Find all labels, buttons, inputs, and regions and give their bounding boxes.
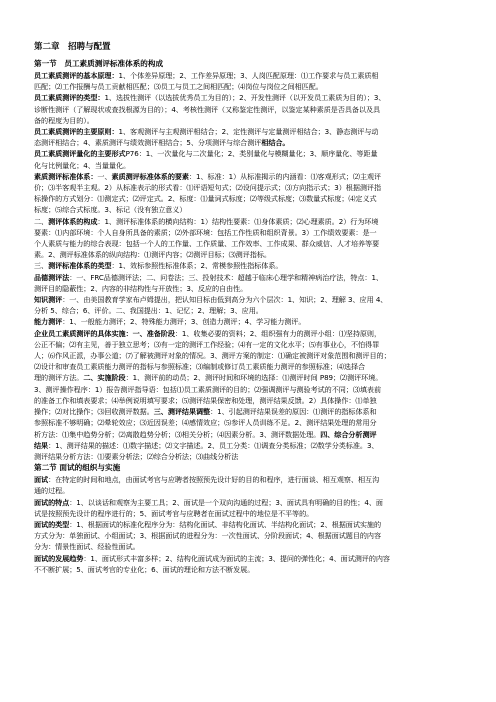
line-text: ：1、收集必要的资料；2、组织强有力的测评小组：⑴坚持原则， [174,328,382,338]
text-line [34,294,466,305]
bold-term: 知识测评 [34,295,63,305]
text-line [34,384,466,395]
line-text: ：1、引起测评结果误差的原因：⑴测评的指标体系和 [210,407,377,417]
text-line [34,137,466,148]
text-line [34,350,466,361]
text-line [34,104,466,115]
text-line [34,227,466,238]
text-line [34,238,466,249]
bold-term: 面试的特点 [34,497,70,507]
bold-term: 面试的发展趋势 [34,553,84,563]
line-text: ：1、面试形式丰富多样；2、结构化面试成为面试的主流；3、提问的弹性化；4、面试测评的内容 [83,553,390,563]
text-line [34,451,466,462]
bold-term: 四、综合分析测评 [320,429,377,439]
line-text: ：1、以谈话和观察为主要工具；2、面试是一个双向沟通的过程；3、面试具有明确的目的性；4、面 [69,497,383,507]
text-line [34,81,466,92]
line-text: 理的测评方法。 [34,373,84,383]
text-line [34,171,466,182]
body-text [34,70,466,575]
line-text: ：在特定的时间和地点，由面试考官与应聘者按照预先设计好的目的和程序，进行面谈、相互观察、相互沟 [48,475,380,485]
line-text: 标度；⑸综合式标度。3、标记（没有独立意义） [34,205,187,215]
text-line [34,417,466,428]
text-line [34,406,466,417]
line-text: 态测评相结合；4、素质测评与绩效测评相结合；5、分项测评与综合测评 [34,138,262,148]
bold-term: 员工素质测评的主要原则： [34,127,119,137]
line-text: ⑵设计和审查员工素质能力测评的指标与参照标准；⑶编制或修订员工素质能力测评的参照标准；⑷选择合 [34,362,366,372]
line-text: 诊断性测评（了解现状或查找根源为目的）；4、考核性测评（又称鉴定性测评，以鉴定某种素质是否具备以及具 [34,104,381,114]
line-text: 人；⑹作风正派，办事公道；⑺了解被测评对象的情况。3、测评方案的制定：⑴确定被测评对象范围和测评目的； [34,351,391,361]
line-text: 一、 [97,171,112,181]
text-line [34,508,466,519]
text-line [34,541,466,552]
line-text: 分为：情景性面试、经验性面试。 [34,542,140,552]
line-text: 要素：⑴内部环境：个人自身所具备的素质；⑵外部环境：包括工作性质和组织背景。3）工作绩效要素：是一 [34,227,377,237]
line-text: 析方法：⑴集中趋势分析；⑵离散趋势分析；⑶相关分析；⑷因素分析。3、测评数据处理。 [34,429,321,439]
line-text: 价；⑶半客观半主观。2）从标准表示的形式看：⑴评语短句式；⑵设问提示式；⑶方向指示式；3）根据测评指 [34,183,382,193]
line-text: ：1、一般能力测评；2、特殊能力测评；3、创造力测评；4、学习能力测评。 [62,317,306,327]
line-text: 公正不偏；⑵有主见，善于独立思考；⑶有一定的测评工作经验；⑷有一定的文化水平；⑸有事业心，不怕得罪 [34,339,380,349]
text-line [34,429,466,440]
text-line [34,160,466,171]
text-line [34,260,466,271]
bold-term: 测评体系的构成 [48,216,98,226]
line-text: 1、选拔性测评（以选拔优秀员工为目的）；2、开发性测评（以开发员工素质为目的）；3、 [104,93,386,103]
line-text: 个人素质与能力的综合表现：包括一个人的工作量、工作质量、工作效率、工作成果、群众威信、人才培养等要 [34,239,380,249]
line-text: 标操作的方式划分：⑴测定式；⑵评定式。2、标度：⑴量词式标度；⑵等级式标度；⑶数量式标度；⑷定义式 [34,194,377,204]
line-text: 分析 5、综合；6、评价。二、我国提出：1、记忆；2、理解；3、应用。 [34,306,263,316]
line-text: ：1、根据面试的标准化程序分为：结构化面试、非结构化面试、半结构化面试；2、根据面试实施的 [69,519,382,529]
bold-term: 企业员工素质测评的具体实施：一、准备阶段 [34,328,175,338]
bold-term: 素质测评标准体系的要素 [111,171,189,181]
bold-term: 面试的类型 [34,519,70,529]
text-line [34,305,466,316]
text-line [34,519,466,530]
text-line [34,126,466,137]
bold-term: 相结合。 [261,138,290,148]
bold-term: 二、实施阶段 [83,373,126,383]
line-text: 二、 [34,216,49,226]
text-line [34,249,466,260]
text-line [34,115,466,126]
line-text: 1、个体差异原理；2、工作差异原理；3、人岗匹配原理：⑴工作要求与员工素质相 [118,71,379,80]
chapter-title: 第二章 招聘与配置 [34,42,111,52]
text-line [34,328,466,339]
text-line [34,339,466,350]
text-line [34,553,466,564]
text-line [34,530,466,541]
line-text: ：1、测评结果的描述：⑴数字描述；⑵文字描述。2、员工分类：⑴调查分类标准；⑵数学分类标准。3、 [48,440,379,450]
line-text: 通的过程。 [34,486,70,496]
text-line [34,148,466,159]
bold-term: 员工素质测评的类型： [34,93,105,103]
text-line [34,92,466,103]
text-line [34,182,466,193]
bold-term: 测评标准体系的类型 [48,261,112,271]
line-text: ：1、测评前的动员；2、测评时间和环境的选择：⑴测评时间 P89；⑵测评环境。 [125,373,383,383]
line-text: ：1、测评标准体系的横向结构：1）结构性要素：⑴身体素质；⑵心理素质。2）行为环境 [97,216,379,226]
line-text: 不不断扩展；5、面试考官的专业化；6、面试的理论和方法不断发展。 [34,564,255,574]
text-line [34,497,466,508]
text-line [34,216,466,227]
text-line [34,372,466,383]
line-text: 测评目的隐蔽性；2、内容的非结构性与开放性；3、反应的自由性。 [34,283,248,293]
line-text: 参照标准不够明确；⑵晕轮效应；⑶近因误差；⑷感情效应；⑸参评人员训练不足。2、测评结果处理的常用分 [34,418,377,428]
bold-term: 素质测评标准体系： [34,171,98,181]
text-line [34,283,466,294]
bold-term: 品德测评法 [34,272,70,282]
line-text: 的准备工作和填表要求；⑷举例说明填写要求；⑸测评结果保密和处理，测评结果反馈。2）具体操作：⑴单独 [34,395,377,405]
line-text: 测评结果分析方法：⑴要素分析法；⑵综合分析法；⑶曲线分析法 [34,451,239,461]
line-text: ：一、FRC品德测评法；二、问卷法；三、投射技术：超越于临床心理学和精神病治疗法，特点：1、 [69,272,383,282]
line-text: ：一、由美国教育学家布卢姆提出，把认知目标由低到高分为六个层次：1、知识；2、理解 3、应用 4、 [62,295,388,305]
text-line [34,485,466,496]
text-line [34,193,466,204]
text-line [34,395,466,406]
line-text: 三、 [34,261,49,271]
text-line [34,204,466,215]
bold-term: 面试 [34,475,49,485]
section-heading-1: 第一节 员工素质测评标准体系的构成 [34,59,164,68]
bold-term: 能力测评 [34,317,63,327]
bold-term: 员工素质测评的基本原理： [34,71,119,80]
line-text: 3、测评操作程序：1）报告测评指导语：包括⑴员工素质测评的目的；⑵强调测评与测验考试的不同；⑶填表前 [34,384,382,394]
section-heading-2: 第二节 面试的组织与实施 [34,463,121,473]
line-text: 备的程度为目的）。 [34,115,94,125]
document-body [34,40,466,575]
line-text: ：1、效标参照性标准体系；2、常模参照性指标体系。 [111,261,283,271]
text-line [34,272,466,283]
line-text: ：1、标准：1）从标准揭示的内涵看：⑴客观形式；⑵主观评 [188,171,382,181]
line-text: P76：1、一次量化与二次量化；2、类别量化与模糊量化；3、顺序量化、等距量 [125,149,378,159]
bold-term: 三、测评结果调整 [153,407,211,417]
text-line [34,564,466,575]
line-text: 试是按照预先设计的程序进行的；5、面试考官与应聘者在面试过程中的地位是不平等的。 [34,508,314,518]
text-line [34,361,466,372]
line-text: 匹配；⑵工作报酬与员工贡献相匹配；⑶员工与员工之间相匹配；⑷岗位与岗位之间相匹配。 [34,82,323,92]
line-text: 操作；⑵对比操作；⑶回收测评数据。 [34,407,154,417]
bold-term: 员工素质测评量化的主要形式 [34,149,126,159]
bold-term: 结果 [34,440,49,450]
text-line [34,474,466,485]
text-line [34,440,466,451]
line-text: 素。2、测评标准体系的纵向结构：⑴测评内容；⑵测评目标；⑶测评指标。 [34,250,271,260]
line-text: 方式分为：单独面试、小组面试；3、根据面试的进程分为：一次性面试、分阶段面试；4、根据面试题目的内容 [34,531,382,541]
line-text: 1、客观测评与主观测评相结合；2、定性测评与定量测评相结合；3、静态测评与动 [118,127,379,137]
text-line [34,70,466,81]
text-line [34,316,466,327]
line-text: 化与比例量化；4、当量量化。 [34,160,131,170]
